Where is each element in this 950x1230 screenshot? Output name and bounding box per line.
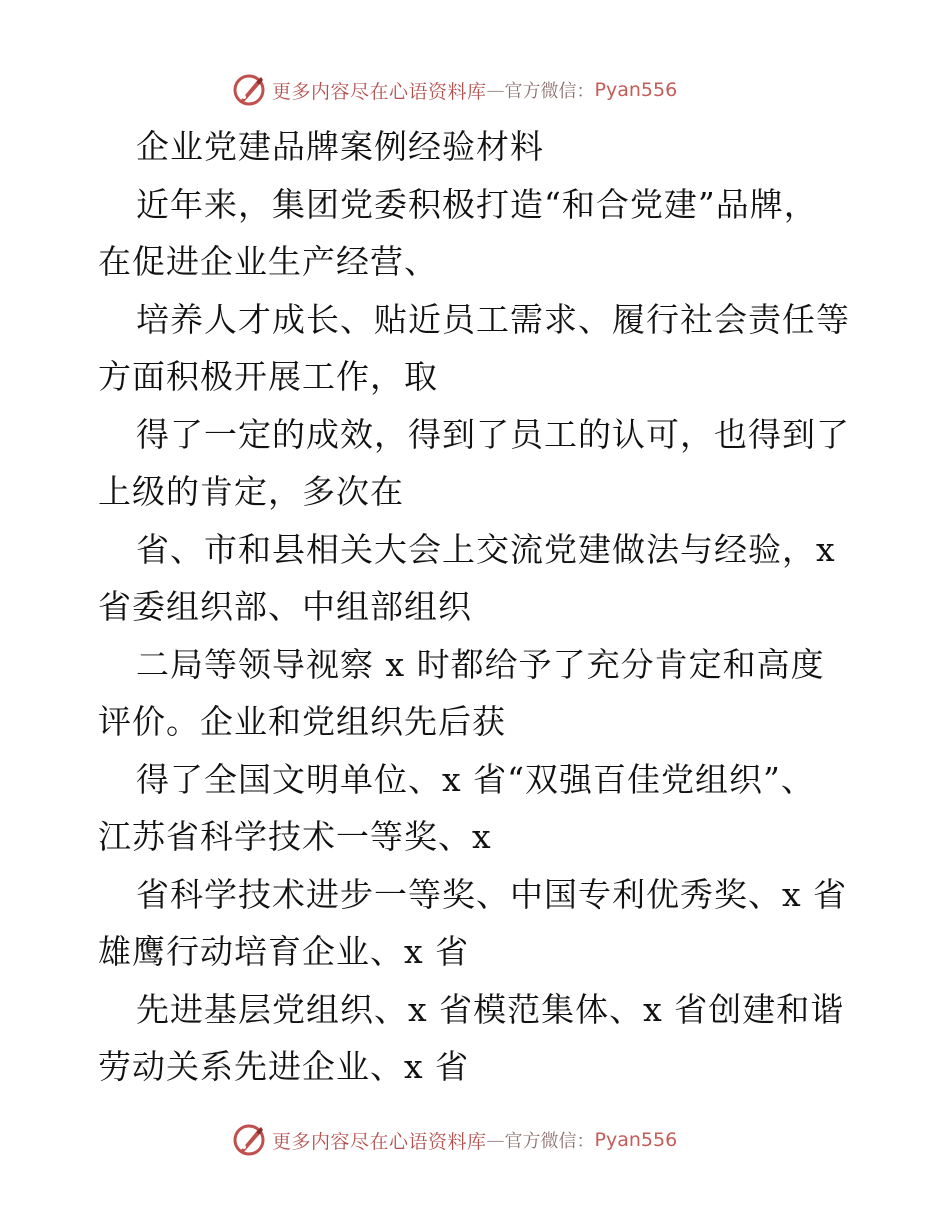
text-line: 江苏省科学技术一等奖、x — [98, 817, 492, 856]
footer-official-label: 官方微信： — [504, 1131, 595, 1152]
text-line: 在促进企业生产经营、 — [98, 242, 438, 281]
header-wechat-id: Pyan556 — [594, 79, 678, 101]
text-line: 得了全国文明单位、x 省“双强百佳党组织”、 — [136, 759, 815, 799]
pen-nib-logo-icon — [232, 1123, 266, 1157]
header-banner-dash: — — [486, 79, 505, 101]
footer-banner-dash: — — [486, 1129, 505, 1151]
text-line: 评价。企业和党组织先后获 — [98, 702, 506, 741]
text-line: 近年来，集团党委积极打造“和合党建”品牌， — [136, 184, 818, 224]
document-title: 企业党建品牌案例经验材料 — [136, 127, 544, 166]
text-line: 省、市和县相关大会上交流党建做法与经验，x — [136, 529, 836, 569]
document-body — [98, 118, 858, 1096]
footer-banner-text: 更多内容尽在心语资料库 — [272, 1130, 487, 1153]
text-line: 方面积极开展工作，取 — [98, 357, 438, 396]
footer-wechat-id: Pyan556 — [594, 1129, 678, 1151]
pen-nib-logo-icon — [232, 73, 266, 107]
header-watermark-banner — [232, 70, 732, 110]
text-line: 得了一定的成效，得到了员工的认可，也得到了 — [136, 414, 850, 454]
text-line: 省科学技术进步一等奖、中国专利优秀奖、x 省 — [136, 874, 848, 914]
text-line: 二局等领导视察 x 时都给予了充分肯定和高度 — [136, 644, 825, 684]
footer-watermark-banner — [232, 1120, 732, 1160]
text-line: 省委组织部、中组部组织 — [98, 587, 472, 626]
header-banner-text: 更多内容尽在心语资料库 — [272, 80, 487, 103]
text-line: 劳动关系先进企业、x 省 — [98, 1047, 470, 1086]
text-line: 培养人才成长、贴近员工需求、履行社会责任等 — [136, 299, 850, 339]
header-official-label: 官方微信： — [504, 81, 595, 102]
text-line: 先进基层党组织、x 省模范集体、x 省创建和谐 — [136, 989, 845, 1029]
text-line: 上级的肯定，多次在 — [98, 472, 404, 511]
text-line: 雄鹰行动培育企业、x 省 — [98, 932, 470, 971]
